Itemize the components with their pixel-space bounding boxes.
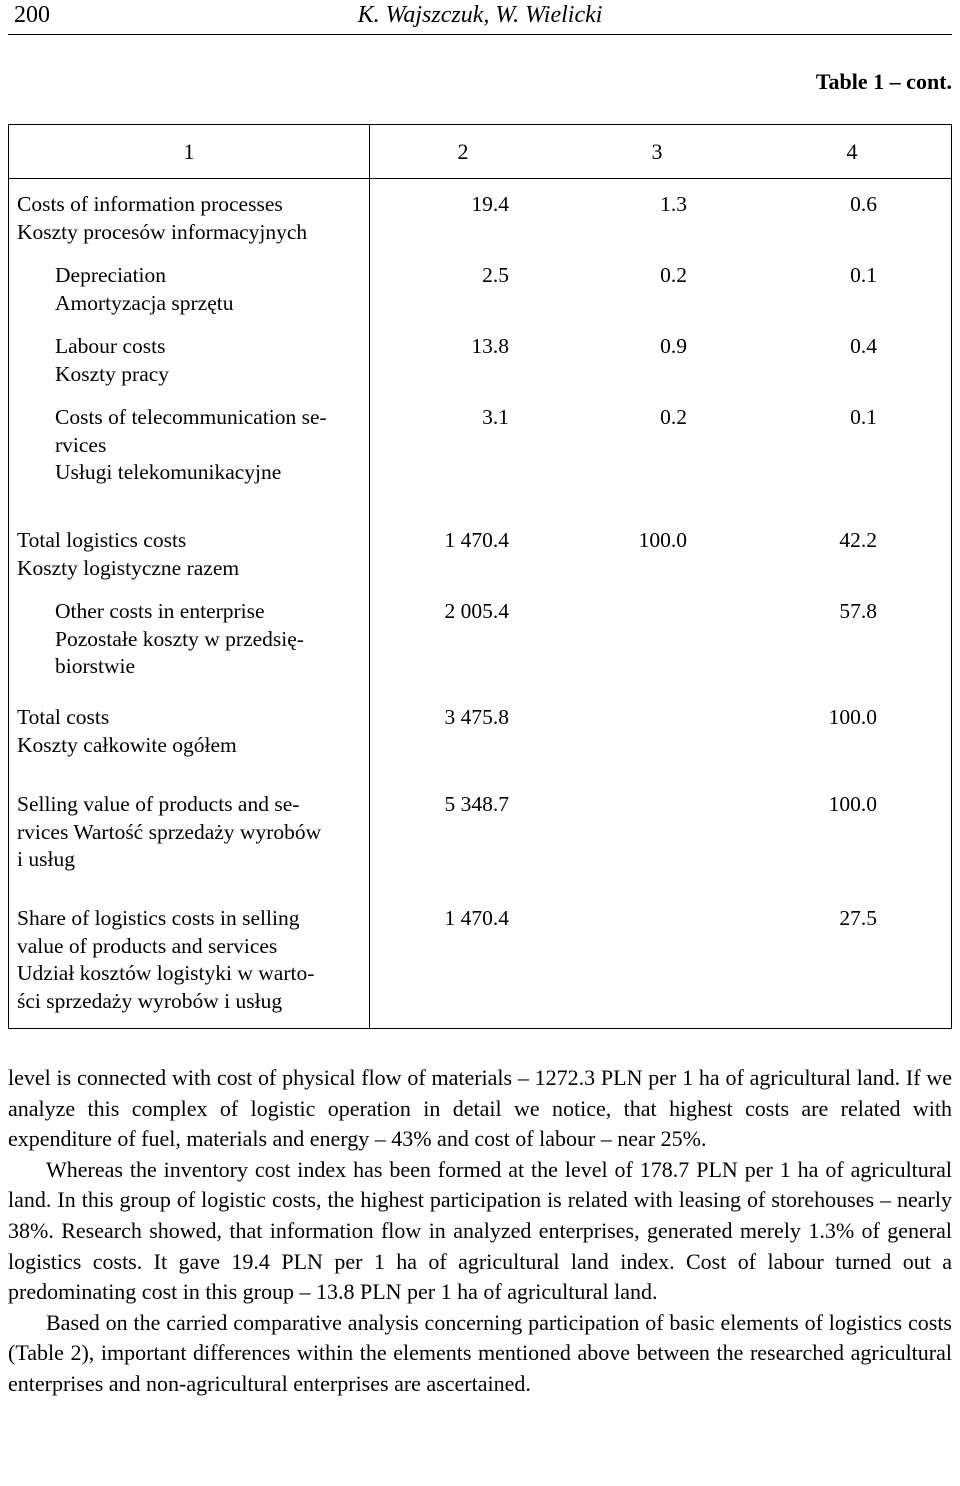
body-text bbox=[8, 1063, 952, 1400]
paragraph: Whereas the inventory cost index has been formed at the level of 178.7 PLN per 1 ha of agricultural land. In this group of logistic costs, the highest participation is related with leasing of storehouses – nearly 38%. Research showed, that information flow in analyzed enterprises, generated merely 1.3% of general logistics costs. It gave 19.4 PLN per 1 ha of agricultural land index. Cost of labour turned out a predominating cost in this group – 13.8 PLN per 1 ha of agricultural land. bbox=[8, 1156, 952, 1305]
cell-value: 27.5 bbox=[839, 906, 877, 930]
cell-value: 1 470.4 bbox=[444, 906, 509, 930]
column-header-4: 4 bbox=[846, 139, 858, 164]
cell-value: 100.0 bbox=[828, 705, 877, 729]
header-rule bbox=[9, 178, 951, 179]
cell-value: 0.1 bbox=[850, 405, 877, 429]
table-caption: Table 1 – cont. bbox=[815, 69, 952, 94]
cell-value: 0.4 bbox=[850, 334, 877, 358]
paragraph: Based on the carried comparative analysis concerning participation of basic elements of logistics costs (Table 2), important differences within the elements mentioned above between the researched agricultural enterprises and non-agricultural enterprises are ascertained. bbox=[8, 1309, 952, 1396]
column-header-2: 2 bbox=[457, 139, 469, 164]
row-label-total-costs: Total costs Koszty całkowite ogółem bbox=[17, 705, 237, 757]
row-label-information-processes: Costs of information processes Koszty procesów informacyjnych bbox=[17, 192, 308, 244]
cell-value: 0.6 bbox=[850, 192, 877, 216]
cell-value: 0.2 bbox=[660, 263, 687, 287]
row-label-other-costs: Other costs in enterprise Pozostałe koszty w przedsię- biorstwie bbox=[55, 599, 304, 678]
cell-value: 13.8 bbox=[471, 334, 509, 358]
row-label-labour-costs: Labour costs Koszty pracy bbox=[55, 334, 170, 386]
page-number: 200 bbox=[14, 2, 50, 28]
row-label-selling-value: Selling value of products and se- rvices Wartość sprzedaży wyrobów i usług bbox=[17, 792, 322, 871]
row-label-depreciation: Depreciation Amortyzacja sprzętu bbox=[55, 263, 234, 315]
cell-value: 1.3 bbox=[660, 192, 687, 216]
cell-value: 57.8 bbox=[839, 599, 877, 623]
cell-value: 100.0 bbox=[638, 528, 687, 552]
cell-value: 2 005.4 bbox=[444, 599, 509, 623]
cell-value: 5 348.7 bbox=[444, 792, 509, 816]
cell-value: 100.0 bbox=[828, 792, 877, 816]
cell-value: 0.1 bbox=[850, 263, 877, 287]
cell-value: 3.1 bbox=[482, 405, 509, 429]
row-label-telecommunication: Costs of telecommunication se- rvices Usługi telekomunikacyjne bbox=[55, 405, 327, 484]
cell-value: 0.9 bbox=[660, 334, 687, 358]
cell-value: 42.2 bbox=[839, 528, 877, 552]
cell-value: 1 470.4 bbox=[444, 528, 509, 552]
cell-value: 0.2 bbox=[660, 405, 687, 429]
page-header bbox=[8, 0, 952, 35]
cell-value: 19.4 bbox=[471, 192, 509, 216]
column-header-3: 3 bbox=[651, 139, 663, 164]
row-label-share-logistics-costs: Share of logistics costs in selling value of products and services Udział kosztów logistyki w warto- ści sprzedaży wyrobów i usług bbox=[17, 906, 315, 1013]
column-header-1: 1 bbox=[183, 139, 195, 164]
paragraph: level is connected with cost of physical flow of materials – 1272.3 PLN per 1 ha of agricultural land. If we analyze this complex of logistic operation in detail we notice, that highest costs are related with expenditure of fuel, materials and energy – 43% and cost of labour – near 25%. bbox=[8, 1065, 952, 1152]
column-divider bbox=[369, 125, 370, 1028]
row-label-total-logistics-costs: Total logistics costs Koszty logistyczne razem bbox=[17, 528, 240, 580]
cell-value: 3 475.8 bbox=[444, 705, 509, 729]
running-title: K. Wajszczuk, W. Wielicki bbox=[357, 2, 603, 28]
data-table bbox=[8, 124, 952, 1029]
cell-value: 2.5 bbox=[482, 263, 509, 287]
